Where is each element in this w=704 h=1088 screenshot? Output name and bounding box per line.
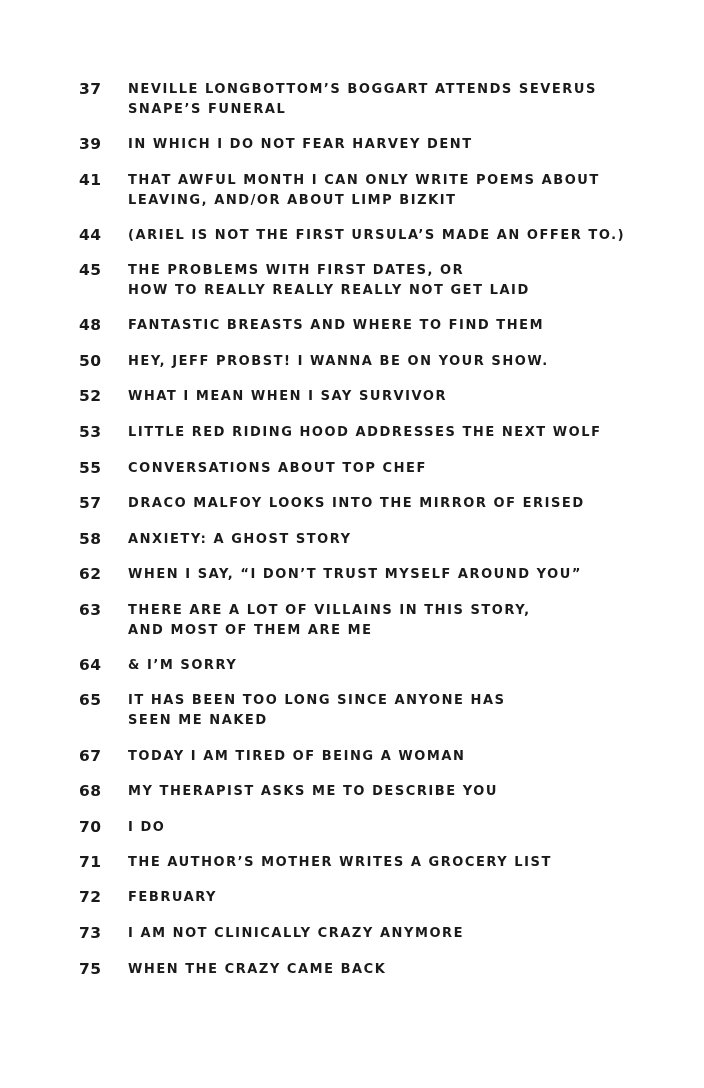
poem-title: THAT AWFUL MONTH I CAN ONLY WRITE POEMS ABOUT LEAVING, AND/OR ABOUT LIMP BIZKIT [128, 173, 600, 208]
page-number: 70 [79, 818, 102, 836]
page-number: 55 [79, 459, 102, 477]
page-number: 71 [79, 853, 102, 871]
page-number: 58 [79, 530, 102, 548]
poem-title: WHAT I MEAN WHEN I SAY SURVIVOR [128, 389, 448, 404]
page-number: 68 [79, 782, 102, 800]
page-number: 50 [79, 352, 102, 370]
page-number: 44 [79, 226, 102, 244]
poem-title: THE PROBLEMS WITH FIRST DATES, OR HOW TO REALLY REALLY REALLY NOT GET LAID [128, 263, 530, 298]
poem-title: DRACO MALFOY LOOKS INTO THE MIRROR OF ERISED [128, 496, 585, 511]
poem-title: IT HAS BEEN TOO LONG SINCE ANYONE HAS SEEN ME NAKED [128, 693, 506, 728]
poem-title: & I’M SORRY [128, 658, 238, 673]
poem-title: I DO [128, 820, 166, 835]
poem-title: HEY, JEFF PROBST! I WANNA BE ON YOUR SHOW. [128, 354, 549, 369]
poem-title: CONVERSATIONS ABOUT TOP CHEF [128, 461, 427, 476]
poem-title: FANTASTIC BREASTS AND WHERE TO FIND THEM [128, 318, 545, 333]
poem-title: FEBRUARY [128, 890, 218, 905]
page-number: 48 [79, 316, 102, 334]
page-number: 53 [79, 423, 102, 441]
page-number: 62 [79, 565, 102, 583]
poem-title: (ARIEL IS NOT THE FIRST URSULA’S MADE AN OFFER TO.) [128, 228, 626, 243]
page-number: 72 [79, 888, 102, 906]
page-number: 67 [79, 747, 102, 765]
page-number: 73 [79, 924, 102, 942]
poem-title: MY THERAPIST ASKS ME TO DESCRIBE YOU [128, 784, 498, 799]
page-number: 45 [79, 261, 102, 279]
poem-title: ANXIETY: A GHOST STORY [128, 532, 352, 547]
poem-title: WHEN THE CRAZY CAME BACK [128, 962, 387, 977]
page-number: 37 [79, 80, 102, 98]
poem-title: I AM NOT CLINICALLY CRAZY ANYMORE [128, 926, 465, 941]
page-number: 64 [79, 656, 102, 674]
poem-title: IN WHICH I DO NOT FEAR HARVEY DENT [128, 137, 473, 152]
page-number: 52 [79, 387, 102, 405]
page-number: 57 [79, 494, 102, 512]
page-number: 75 [79, 960, 102, 978]
poem-title: TODAY I AM TIRED OF BEING A WOMAN [128, 749, 466, 764]
page-number: 65 [79, 691, 102, 709]
poem-title: LITTLE RED RIDING HOOD ADDRESSES THE NEXT WOLF [128, 425, 602, 440]
poem-title: WHEN I SAY, “I DON’T TRUST MYSELF AROUND YOU” [128, 567, 582, 582]
poem-title: NEVILLE LONGBOTTOM’S BOGGART ATTENDS SEVERUS SNAPE’S FUNERAL [128, 82, 597, 117]
poem-title: THE AUTHOR’S MOTHER WRITES A GROCERY LIST [128, 855, 552, 870]
page-number: 41 [79, 171, 102, 189]
page-number: 63 [79, 601, 102, 619]
poem-title: THERE ARE A LOT OF VILLAINS IN THIS STORY, AND MOST OF THEM ARE ME [128, 603, 531, 638]
page-number: 39 [79, 135, 102, 153]
